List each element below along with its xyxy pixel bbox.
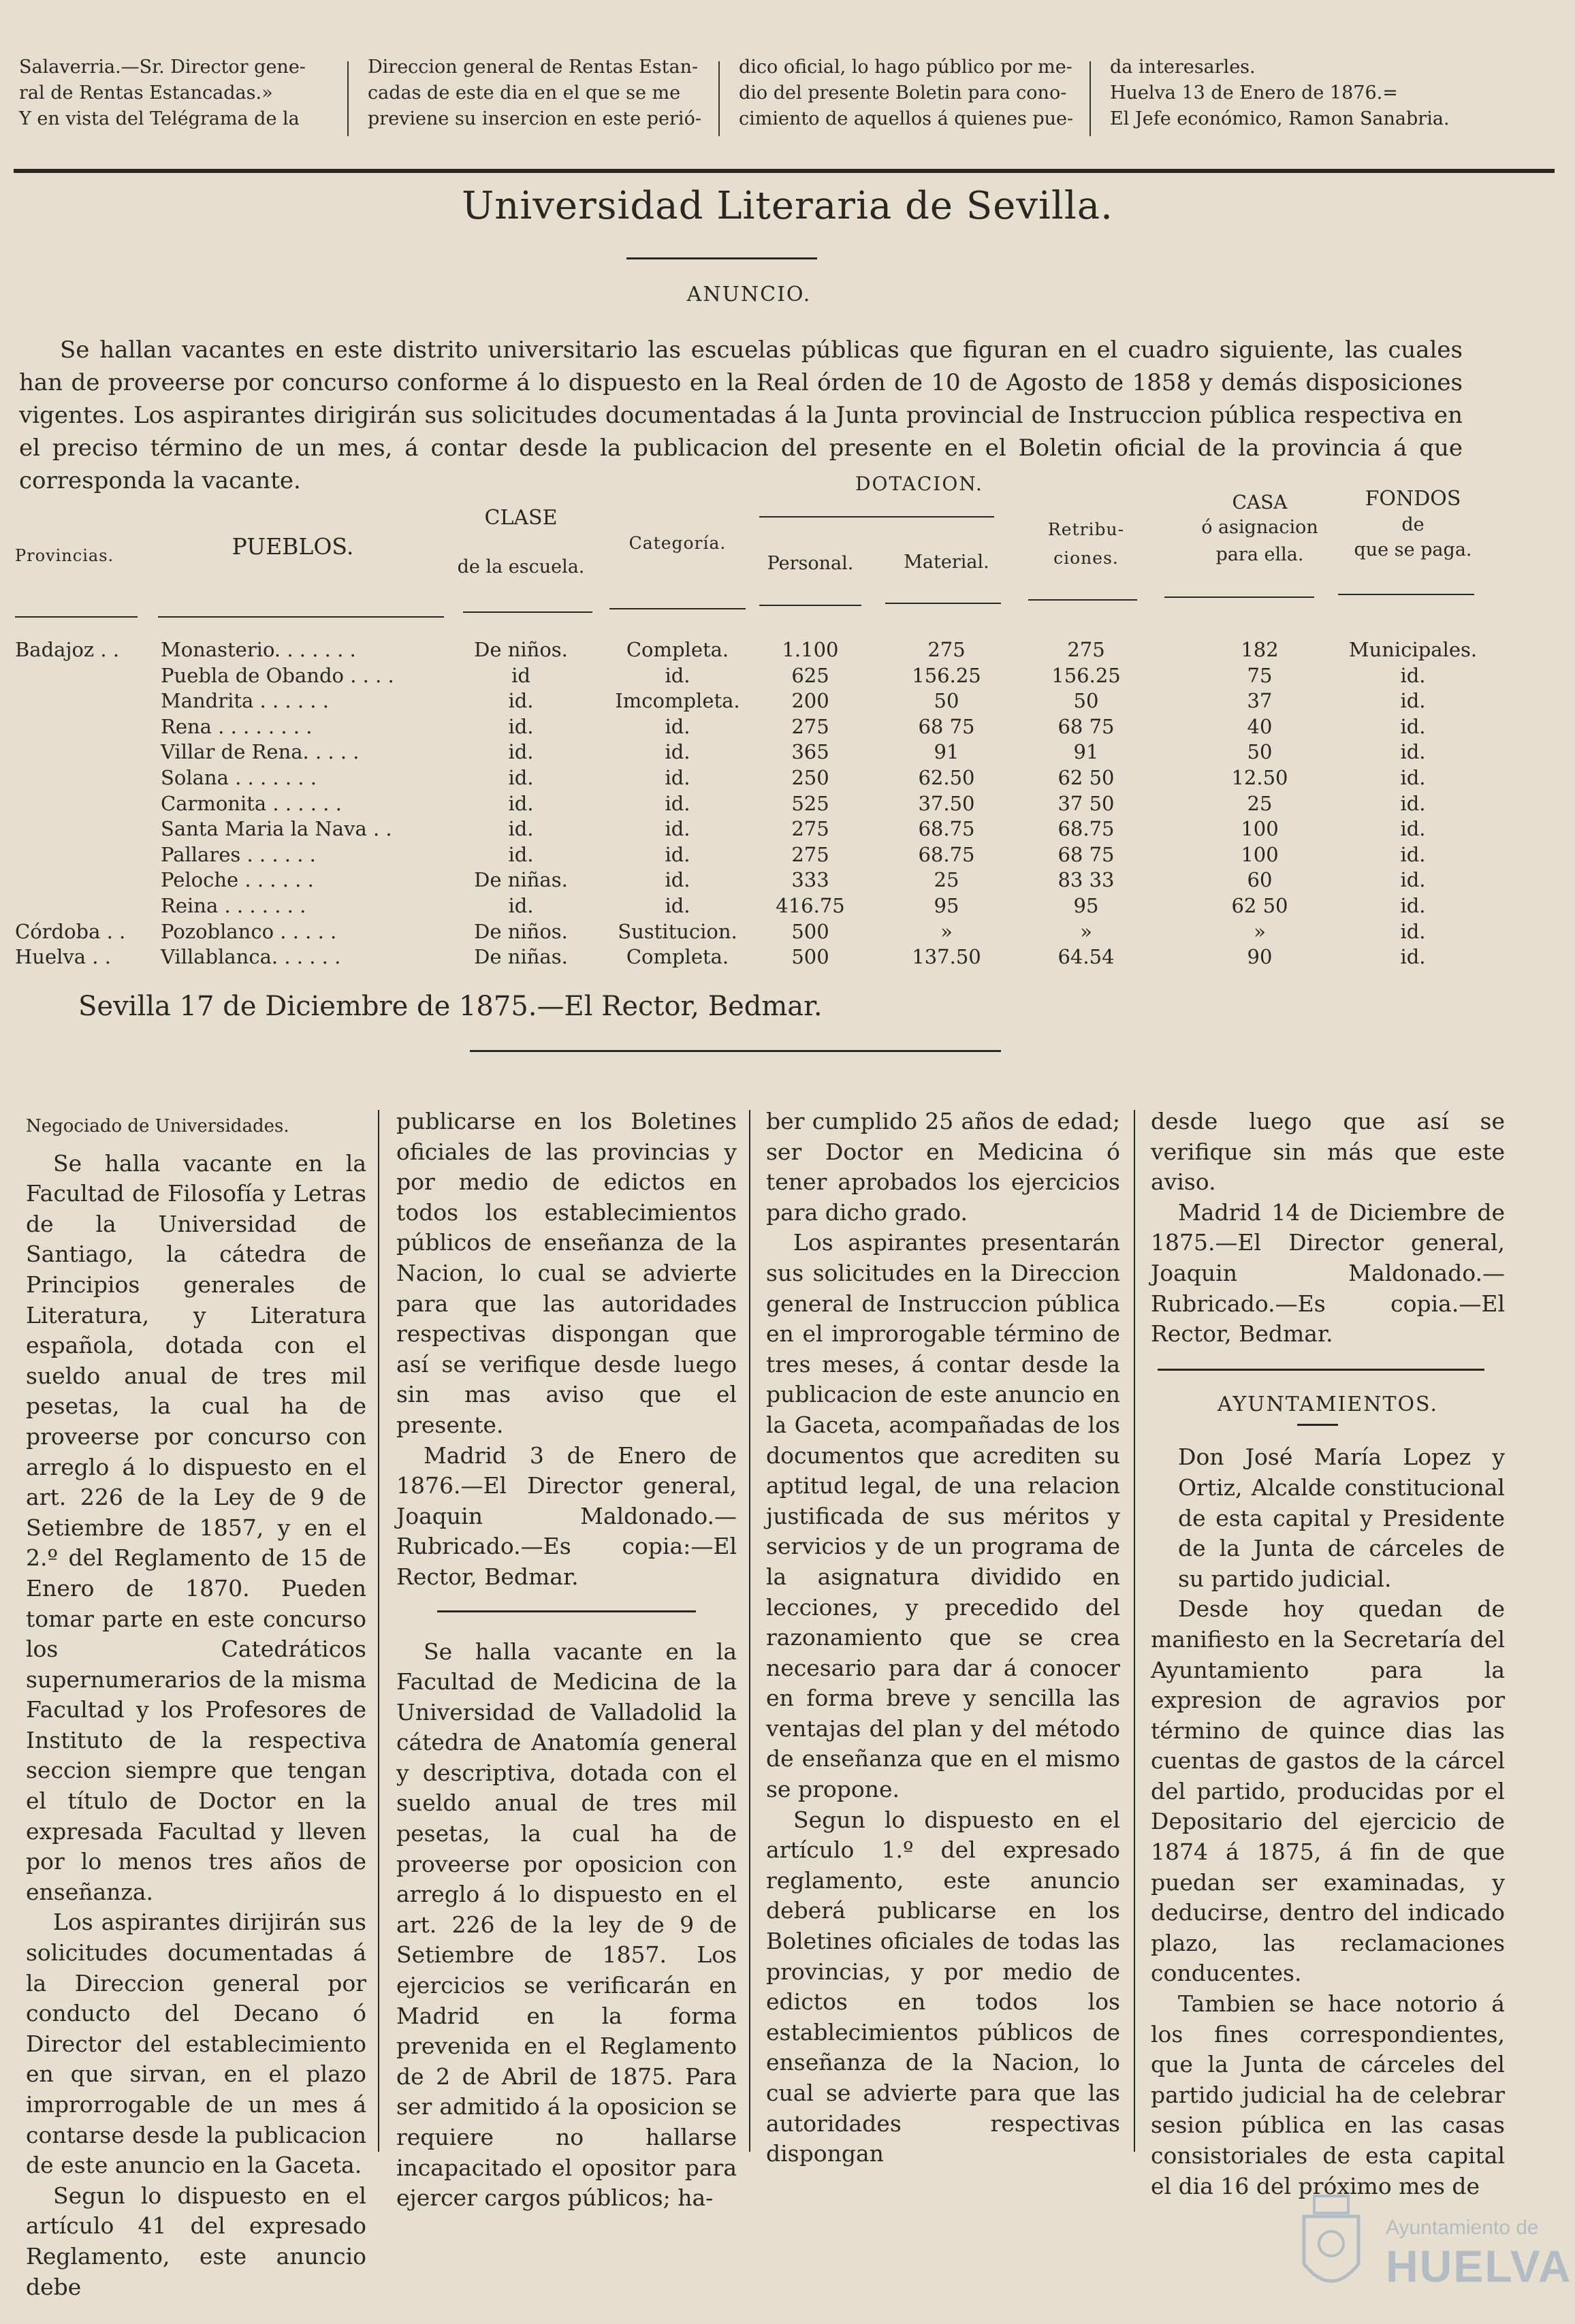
header-underline [463, 611, 592, 613]
cell-personal: 275 [791, 714, 829, 738]
rector-signature: Sevilla 17 de Diciembre de 1875.—El Rector, Bedmar. [78, 991, 823, 1022]
col-header-personal: Personal. [767, 553, 854, 574]
cell-clase: id. [508, 894, 534, 917]
cell-fondos: id. [1400, 842, 1426, 866]
cell-casa: 50 [1247, 740, 1273, 764]
paragraph: Desde hoy quedan de manifiesto en la Secretaría del Ayuntamiento para la expresion de agravios por término de quince dias las cuentas de gastos de la cárcel del partido, producidas por el Depositario del ejercicio de 1874 á 1875, á fin de que puedan ser examinadas, y deducirse, dentro del indicado plazo, las reclamaciones conducentes. [1151, 1595, 1505, 1987]
cell-material: 37.50 [918, 791, 975, 815]
col-header-fondos-sub: de [1401, 514, 1425, 535]
strip-column-2: Direccion general de Rentas Estan- cadas de este dia en el que se me previene su insercion en este perió- [368, 57, 701, 129]
cell-casa: 90 [1247, 945, 1273, 969]
cell-retribuciones: 68.75 [1057, 817, 1115, 841]
strip-separator [718, 61, 720, 136]
dotacion-rule [759, 516, 994, 518]
cell-casa: 100 [1241, 842, 1279, 866]
cell-retribuciones: 91 [1073, 740, 1099, 764]
cell-clase: De niñas. [474, 945, 568, 969]
cell-categoria: Sustitucion. [618, 919, 737, 943]
column-separator [749, 1110, 750, 2152]
cell-pueblo: Rena . . . . . . . . [161, 714, 313, 738]
header-underline [15, 616, 138, 618]
column-1 [26, 1111, 366, 2302]
cell-clase: id. [508, 740, 534, 764]
paragraph: Los aspirantes presentarán sus solicitudes en la Direccion general de Instruccion pública en el improrogable término de tres meses, á contar desde la publicacion de este anuncio en la Gaceta, acompañadas de los documentos que acrediten su aptitud legal, de una relacion justificada de sus méritos y servicios y de un programa de la asignatura dividido en lecciones, y precedido del razonamiento que se crea necesario para dar á conocer en forma breve y sencilla las ventajas del plan y del método de enseñanza que en el mismo se propone. [766, 1229, 1120, 1803]
col-header-provincias: Provincias. [15, 546, 114, 565]
table-row [0, 842, 1575, 867]
cell-personal: 625 [791, 663, 829, 687]
paragraph: Segun lo dispuesto en el artículo 41 del expresado Reglamento, este anuncio debe [26, 2182, 366, 2300]
col-header-clase: CLASE [484, 506, 558, 530]
cell-casa: 60 [1247, 868, 1273, 892]
cell-retribuciones: 83 33 [1057, 868, 1115, 892]
cell-casa: 75 [1247, 663, 1273, 687]
cell-personal: 275 [791, 817, 829, 841]
cell-clase: id. [508, 689, 534, 713]
cell-retribuciones: 50 [1073, 689, 1099, 713]
header-underline [759, 605, 861, 606]
cell-pueblo: Villablanca. . . . . . [161, 945, 341, 969]
cell-fondos: id. [1400, 919, 1426, 943]
cell-pueblo: Carmonita . . . . . . [161, 791, 342, 815]
cell-casa: 40 [1247, 714, 1273, 738]
title-divider [626, 257, 817, 259]
cell-material: 25 [934, 868, 959, 892]
cell-retribuciones: 37 50 [1057, 791, 1115, 815]
cell-pueblo: Pallares . . . . . . [161, 842, 316, 866]
strip-separator [1089, 61, 1091, 136]
cell-pueblo: Santa Maria la Nava . . [161, 817, 392, 841]
col-header-fondos: FONDOS [1365, 487, 1461, 511]
header-rule [14, 169, 1555, 173]
cell-clase: id. [508, 842, 534, 866]
cell-material: 91 [934, 740, 959, 764]
article-divider [1158, 1369, 1484, 1371]
cell-material: 50 [934, 689, 959, 713]
paragraph: Se halla vacante en la Facultad de Filosofía y Letras de la Universidad de Santiago, la cátedra de Principios generales de Literatura, y Literatura española, dotada con el sueldo anual de tres mil pesetas, la cual ha de proveerse por concurso con arreglo á lo dispuesto en el art. 226 de la Ley de 9 de Setiembre de 1857, y en el 2.º del Reglamento de 15 de Enero de 1870. Pueden tomar parte en este concurso los Catedráticos supernumerarios de la misma Facultad y los Profesores de Instituto de la respectiva seccion siempre que tengan el título de Doctor en la expresada Facultad y lleven por lo menos tres años de enseñanza. [26, 1149, 366, 1905]
header-underline [1028, 599, 1137, 601]
cell-casa: 182 [1241, 638, 1279, 661]
paragraph: desde luego que así se verifique sin más que este aviso. [1151, 1108, 1505, 1196]
anuncio-heading: ANUNCIO. [686, 283, 812, 306]
heading-underline [1297, 1424, 1338, 1426]
table-row [0, 637, 1575, 663]
col-header-clase-sub: de la escuela. [457, 556, 585, 577]
cell-fondos: id. [1400, 714, 1426, 738]
municipal-watermark [1290, 2189, 1572, 2312]
table-row [0, 944, 1575, 970]
cell-material: 62.50 [918, 766, 975, 789]
cell-categoria: Completa. [626, 638, 729, 661]
table-row [0, 714, 1575, 739]
cell-clase: De niños. [474, 638, 568, 661]
ayuntamientos-heading: AYUNTAMIENTOS. [1217, 1392, 1439, 1416]
col-header-categoria: Categoría. [629, 533, 727, 553]
cell-retribuciones: 64.54 [1057, 945, 1115, 969]
watermark-title: HUELVA [1386, 2241, 1572, 2291]
table-row [0, 688, 1575, 714]
cell-personal: 1.100 [782, 638, 839, 661]
cell-material: » [940, 919, 953, 943]
intro-paragraph: Se hallan vacantes en este distrito universitario las escuelas públicas que figuran en el cuadro siguiente, las cuales han de proveerse por concurso conforme á lo dispuesto en la Real órden de 10 de Agosto de 1858 y demás disposiciones vigentes. Los aspirantes dirigirán sus solicitudes documentadas á la Junta provincial de Instruccion pública respectiva en el preciso término de un mes, á contar desde la publicacion del presente en el Boletin oficial de la provincia á que corresponda la vacante. [19, 336, 1463, 494]
cell-personal: 250 [791, 766, 829, 789]
cell-casa: 12.50 [1231, 766, 1288, 789]
cell-pueblo: Monasterio. . . . . . . [161, 638, 356, 661]
paragraph: Don José María Lopez y Ortiz, Alcalde constitucional de esta capital y Presidente de la Junta de cárceles de su partido judicial. [1178, 1444, 1505, 1592]
cell-provincia: Badajoz . . [15, 638, 120, 661]
column-3 [766, 1107, 1120, 2169]
column-separator [378, 1110, 379, 2152]
cell-fondos: id. [1400, 663, 1426, 687]
paragraph: ber cumplido 25 años de edad; ser Doctor en Medicina ó tener aprobados los ejercicios para dicho grado. [766, 1108, 1120, 1226]
cell-retribuciones: 156.25 [1051, 663, 1121, 687]
paragraph: Se halla vacante en la Facultad de Medicina de la Universidad de Valladolid la cátedra de Anatomía general y descriptiva, dotada con el sueldo anual de tres mil pesetas, la cual ha de proveerse por oposicion con arreglo á lo dispuesto en el art. 226 de la ley de 9 de Setiembre de 1857. Los ejercicios se verificarán en Madrid en la forma prevenida en el Reglamento de 2 de Abril de 1875. Para ser admitido á la oposicion se requiere no hallarse incapacitado el opositor para ejercer cargos públicos; ha- [396, 1638, 737, 2212]
cell-fondos: id. [1400, 945, 1426, 969]
col-header-fondos-sub2: que se paga. [1354, 539, 1472, 560]
cell-material: 137.50 [912, 945, 981, 969]
cell-clase: id [511, 663, 530, 687]
top-strip [14, 41, 1561, 143]
cell-clase: id. [508, 766, 534, 789]
cell-categoria: id. [665, 868, 690, 892]
negociado-heading: Negociado de Universidades. [26, 1116, 289, 1136]
cell-casa: 37 [1247, 689, 1273, 713]
col-header-material: Material. [904, 552, 989, 573]
cell-pueblo: Reina . . . . . . . [161, 894, 306, 917]
strip-column-3: dico oficial, lo hago público por me- dio del presente Boletin para cono- cimiento de aquellos á quienes pue- [739, 57, 1074, 129]
cell-casa: 25 [1247, 791, 1273, 815]
cell-retribuciones: 95 [1073, 894, 1099, 917]
table-row [0, 816, 1575, 842]
col-header-dotacion: DOTACION. [855, 473, 983, 495]
cell-clase: id. [508, 791, 534, 815]
header-underline [1164, 596, 1314, 598]
cell-categoria: id. [665, 714, 690, 738]
cell-fondos: id. [1400, 740, 1426, 764]
cell-personal: 333 [791, 868, 829, 892]
cell-categoria: id. [665, 842, 690, 866]
table-row [0, 663, 1575, 688]
cell-personal: 416.75 [776, 894, 845, 917]
strip-column-4: da interesarles. Huelva 13 de Enero de 1876.= El Jefe económico, Ramon Sanabria. [1110, 57, 1450, 129]
column-4 [1151, 1107, 1505, 2201]
table-row [0, 739, 1575, 765]
cell-categoria: id. [665, 766, 690, 789]
cell-fondos: id. [1400, 766, 1426, 789]
col-header-casa: CASA [1232, 491, 1288, 513]
table-row [0, 919, 1575, 944]
cell-categoria: id. [665, 817, 690, 841]
cell-retribuciones: 275 [1067, 638, 1105, 661]
cell-personal: 275 [791, 842, 829, 866]
cell-clase: De niñas. [474, 868, 568, 892]
header-underline [885, 603, 1001, 604]
cell-personal: 200 [791, 689, 829, 713]
cell-categoria: id. [665, 894, 690, 917]
cell-material: 68.75 [918, 842, 975, 866]
header-underline [609, 608, 746, 609]
table-row [0, 893, 1575, 919]
cell-material: 68 75 [918, 714, 975, 738]
cell-casa: 100 [1241, 817, 1279, 841]
table-row [0, 765, 1575, 791]
coat-of-arms-icon [1290, 2189, 1372, 2305]
cell-categoria: id. [665, 663, 690, 687]
cell-retribuciones: 62 50 [1057, 766, 1115, 789]
cell-pueblo: Solana . . . . . . . [161, 766, 317, 789]
cell-clase: id. [508, 817, 534, 841]
cell-material: 156.25 [912, 663, 981, 687]
cell-fondos: id. [1400, 894, 1426, 917]
header-underline [158, 616, 444, 618]
col-header-retribuciones-sub: ciones. [1053, 548, 1119, 568]
cell-fondos: Municipales. [1348, 638, 1478, 661]
cell-fondos: id. [1400, 791, 1426, 815]
section-divider [470, 1050, 1001, 1052]
cell-material: 68.75 [918, 817, 975, 841]
paragraph: Tambien se hace notorio á los fines correspondientes, que la Junta de cárceles del partido judicial ha de celebrar sesion pública en las casas consistoriales de esta capital el dia 16 del próximo mes de [1151, 1990, 1505, 2199]
cell-categoria: id. [665, 740, 690, 764]
table-row [0, 791, 1575, 816]
col-header-casa-sub2: para ella. [1215, 544, 1304, 565]
paragraph: Madrid 14 de Diciembre de 1875.—El Director general, Joaquin Maldonado.—Rubricado.—Es copia.—El Rector, Bedmar. [1151, 1198, 1505, 1348]
cell-categoria: Completa. [626, 945, 729, 969]
header-underline [1338, 594, 1474, 595]
cell-fondos: id. [1400, 689, 1426, 713]
page-title: Universidad Literaria de Sevilla. [462, 184, 1113, 228]
cell-casa: » [1254, 919, 1266, 943]
strip-column-1: Salaverria.—Sr. Director gene- ral de Rentas Estancadas.» Y en vista del Telégrama de la [19, 57, 306, 129]
cell-categoria: Imcompleta. [615, 689, 740, 713]
cell-pueblo: Mandrita . . . . . . [161, 689, 329, 713]
watermark-caption: Ayuntamiento de [1386, 2216, 1539, 2239]
cell-clase: De niños. [474, 919, 568, 943]
cell-pueblo: Pozoblanco . . . . . [161, 919, 337, 943]
col-header-retribuciones: Retribu- [1047, 520, 1125, 539]
cell-clase: id. [508, 714, 534, 738]
cell-personal: 525 [791, 791, 829, 815]
cell-personal: 365 [791, 740, 829, 764]
cell-casa: 62 50 [1231, 894, 1288, 917]
cell-fondos: id. [1400, 868, 1426, 892]
cell-pueblo: Villar de Rena. . . . . [161, 740, 360, 764]
cell-material: 275 [927, 638, 966, 661]
article-divider [437, 1610, 696, 1612]
paragraph: Segun lo dispuesto en el artículo 1.º del expresado reglamento, este anuncio deberá publicarse en los Boletines oficiales de todas las provincias, y por medio de edictos en todos los establecimientos públicos de enseñanza de la Nacion, lo cual se advierte para que las autoridades respectivas dispongan [766, 1806, 1120, 2167]
paragraph: publicarse en los Boletines oficiales de las provincias y por medio de edictos en todos los establecimientos públicos de enseñanza de la Nacion, lo cual se advierte para que las autoridades respectivas dispongan que así se verifique desde luego sin mas aviso que el presente. [396, 1108, 737, 1438]
col-header-casa-sub: ó asignacion [1201, 517, 1318, 538]
table-row [0, 867, 1575, 893]
column-2 [396, 1107, 737, 2214]
column-separator [1134, 1110, 1135, 2152]
paragraph: Los aspirantes dirijirán sus solicitudes documentadas á la Direccion general por conducto del Decano ó Director del establecimiento en que sirvan, en el plazo improrrogable de un mes á contarse desde la publicacion de este anuncio en la Gaceta. [26, 1909, 366, 2179]
cell-retribuciones: 68 75 [1057, 842, 1115, 866]
cell-personal: 500 [791, 945, 829, 969]
cell-provincia: Córdoba . . [15, 919, 126, 943]
cell-material: 95 [934, 894, 959, 917]
cell-pueblo: Puebla de Obando . . . . [161, 663, 394, 687]
strip-separator [347, 61, 349, 136]
cell-retribuciones: » [1080, 919, 1092, 943]
cell-categoria: id. [665, 791, 690, 815]
cell-fondos: id. [1400, 817, 1426, 841]
col-header-pueblos: PUEBLOS. [232, 533, 354, 560]
cell-retribuciones: 68 75 [1057, 714, 1115, 738]
cell-personal: 500 [791, 919, 829, 943]
paragraph: Madrid 3 de Enero de 1876.—El Director general, Joaquin Maldonado.—Rubricado.—Es copia:—El Rector, Bedmar. [396, 1442, 737, 1590]
cell-provincia: Huelva . . [15, 945, 111, 969]
cell-pueblo: Peloche . . . . . . [161, 868, 314, 892]
